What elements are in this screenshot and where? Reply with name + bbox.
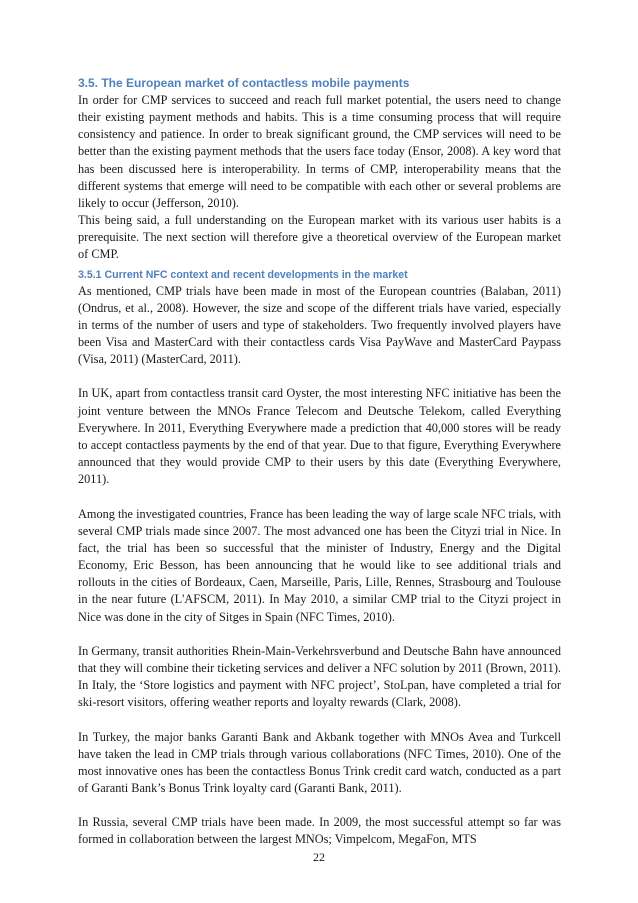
body-paragraph: In Russia, several CMP trials have been made. In 2009, the most successful attempt so far was formed in collaboration between the largest MNOs; Vimpelcom, MegaFon, MTS (78, 815, 561, 847)
body-paragraph: Among the investigated countries, France has been leading the way of large scale NFC trials, with several CMP trials made since 2007. The most advanced one has been the Cityzi trial in Nice. In fact, the trial has been so successful that the minister of Industry, Energy and the Digital Economy, Eric Besson, has been announcing that he would like to see additional trials and rollouts in the cities of Bordeaux, Caen, Marseille, Paris, Lille, Rennes, Strasbourg and Toulouse in the near future (L'AFSCM, 2011). In May 2010, a similar CMP trial to the Cityzi project in Nice was done in the city of Sitges in Spain (NFC Times, 2010). (78, 506, 561, 624)
page-number: 22 (313, 850, 325, 864)
body-paragraph: In Germany, transit authorities Rhein-Main-Verkehrsverbund and Deutsche Bahn have announced that they will combine their ticketing services and deliver a NFC solution by 2011 (Brown, 2011). In Italy, the ‘Store logistics and payment with NFC project’, StoLpan, have completed a trial for ski-resort visitors, offering weather reports and loyalty rewards (Clark, 2008). (78, 643, 561, 710)
subsection-heading: 3.5.1 Current NFC context and recent developments in the market (78, 268, 408, 281)
body-paragraph: In Turkey, the major banks Garanti Bank and Akbank together with MNOs Avea and Turkcell have taken the lead in CMP trials through various collaborations (NFC Times, 2010). One of the most innovative ones has been the contactless Bonus Trink credit card watch, conducted as a part of Garanti Bank’s Bonus Trink loyalty card (Garanti Bank, 2011). (78, 729, 561, 796)
body-paragraph: As mentioned, CMP trials have been made in most of the European countries (Balaban, 2011) (Ondrus, et al., 2008). However, the size and scope of the different trials have varied, especially in terms of the number of users and type of stakeholders. Two frequently involved players have been Visa and MasterCard with their contactless cards Visa PayWave and MasterCard Paypass (Visa, 2011) (MasterCard, 2011). (78, 283, 561, 367)
body-paragraph: In UK, apart from contactless transit card Oyster, the most interesting NFC initiative has been the joint venture between the MNOs France Telecom and Deutsche Telekom, called Everything Everywhere. In 2011, Everything Everywhere made a prediction that 40,000 stores will be ready to accept contactless payments by the end of that year. Due to that figure, Everything Everywhere announced that they would provide CMP to their users by this date (Everything Everywhere, 2011). (78, 386, 561, 487)
body-paragraph: This being said, a full understanding on the European market with its various user habits is a prerequisite. The next section will therefore give a theoretical overview of the European market of CMP. (78, 213, 561, 262)
body-paragraph: In order for CMP services to succeed and reach full market potential, the users need to change their existing payment methods and habits. This is a time consuming process that will require consistency and patience. In order to break significant ground, the CMP services will need to be better than the existing payment methods that the users face today (Ensor, 2008). A key word that has been discussed here is interoperability. In terms of CMP, interoperability means that the different systems that emerge will need to be compatible with each other or several problems are likely to occur (Jefferson, 2010). (78, 93, 561, 210)
document-page (78, 74, 561, 849)
section-heading: 3.5. The European market of contactless mobile payments (78, 76, 410, 90)
